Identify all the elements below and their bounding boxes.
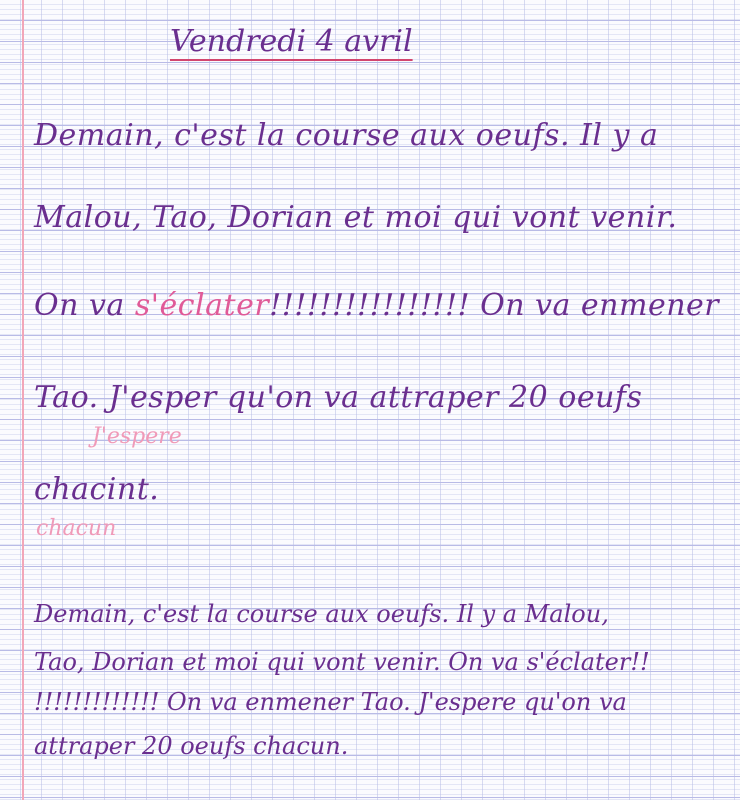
correction-jespere: J'espere (92, 424, 182, 449)
draft-line-4: Tao. J'esper qu'on va attraper 20 oeufs (34, 380, 643, 415)
final-line-1: Demain, c'est la course aux oeufs. Il y a Malou, (34, 600, 609, 628)
final-line-4: attraper 20 oeufs chacun. (34, 732, 349, 760)
draft-line-3-prefix: On va (34, 288, 135, 323)
draft-line-1: Demain, c'est la course aux oeufs. Il y a (34, 118, 659, 153)
draft-line-3-suffix: !!!!!!!!!!!!!!!! On va enmener (269, 288, 720, 323)
page-title: Vendredi 4 avril (170, 24, 413, 59)
draft-line-3-correction: s'éclater (134, 288, 270, 323)
draft-line-5: chacint. (34, 472, 160, 507)
correction-chacun: chacun (36, 516, 117, 541)
draft-line-3 (34, 288, 719, 323)
draft-line-2: Malou, Tao, Dorian et moi qui vont venir. (34, 200, 678, 235)
final-line-3: !!!!!!!!!!!!! On va enmener Tao. J'espere qu'on va (34, 688, 627, 716)
final-line-2: Tao, Dorian et moi qui vont venir. On va s'éclater!! (34, 648, 650, 676)
margin-line (22, 0, 24, 800)
